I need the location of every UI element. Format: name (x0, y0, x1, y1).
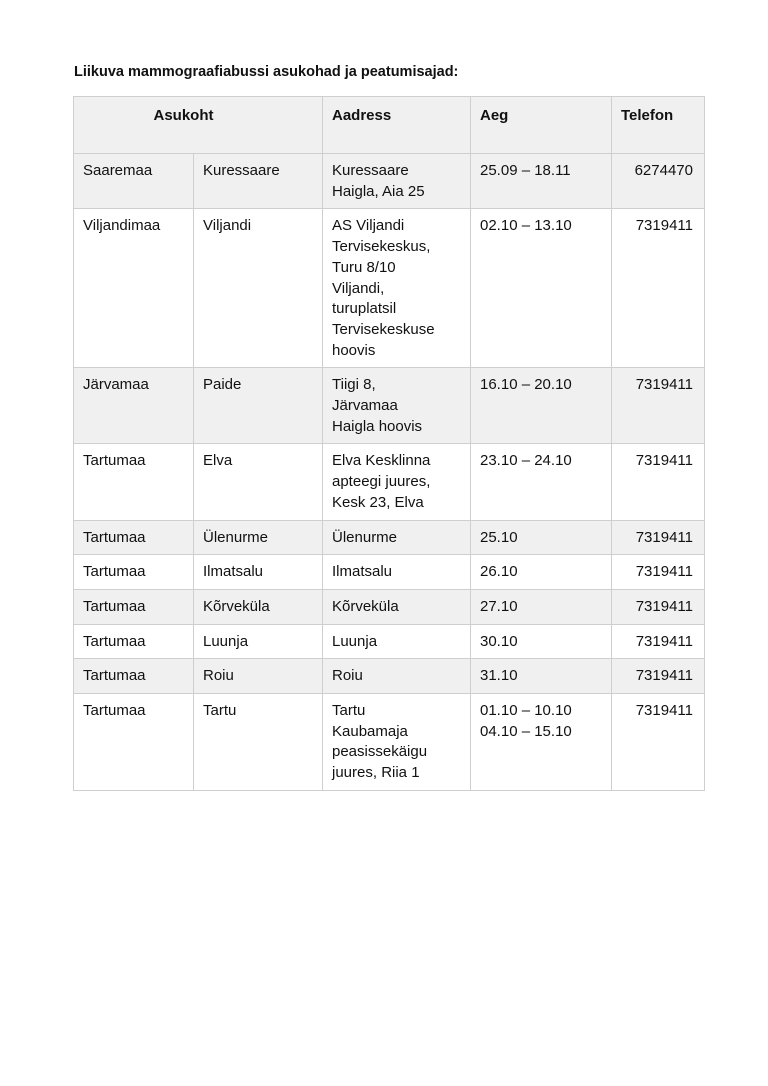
time-cell-line: 04.10 – 15.10 (480, 722, 572, 740)
address-cell (323, 624, 471, 659)
address-cell-line: Luunja (332, 632, 378, 650)
time-cell-line: 01.10 – 10.10 (480, 702, 572, 720)
time-cell-line: 30.10 (480, 632, 518, 650)
county-cell: Tartumaa (74, 694, 194, 791)
address-cell-line: Viljandi, (332, 279, 385, 297)
address-cell-line: apteegi juures, (332, 473, 431, 491)
time-cell (471, 555, 612, 590)
address-cell-line: Roiu (332, 667, 363, 685)
table-row (74, 209, 705, 368)
address-cell-line: Kaubamaja (332, 722, 408, 740)
time-cell (471, 520, 612, 555)
town-cell: Tartu (194, 694, 323, 791)
address-cell-line: Tartu (332, 702, 366, 720)
phone-cell: 6274470 (612, 154, 705, 209)
schedule-table (73, 96, 705, 791)
county-cell: Tartumaa (74, 444, 194, 520)
table-row (74, 154, 705, 209)
table-row (74, 624, 705, 659)
county-cell: Viljandimaa (74, 209, 194, 368)
document-title: Liikuva mammograafiabussi asukohad ja peatumisajad: (74, 64, 459, 80)
address-cell-line: Tervisekeskuse (332, 320, 435, 338)
address-cell-line: Haigla hoovis (332, 417, 423, 435)
address-cell-line: Kõrveküla (332, 597, 399, 615)
time-cell-line: 25.10 (480, 528, 518, 546)
address-cell-line: Ilmatsalu (332, 563, 393, 581)
county-cell: Tartumaa (74, 624, 194, 659)
town-cell: Paide (194, 368, 323, 444)
table-header-row (74, 97, 705, 154)
address-cell-line: peasissekäigu (332, 743, 428, 761)
county-cell: Tartumaa (74, 520, 194, 555)
time-cell-line: 25.09 – 18.11 (480, 162, 571, 179)
county-cell: Tartumaa (74, 555, 194, 590)
town-cell: Roiu (194, 659, 323, 694)
address-cell (323, 694, 471, 791)
town-cell: Elva (194, 444, 323, 520)
address-cell-line: Tervisekeskus, (332, 238, 431, 256)
table-row (74, 444, 705, 520)
time-cell (471, 694, 612, 791)
time-cell-line: 26.10 (480, 563, 518, 581)
table-row (74, 520, 705, 555)
address-cell-line: Elva Kesklinna (332, 452, 431, 470)
address-cell (323, 659, 471, 694)
time-cell (471, 589, 612, 624)
address-cell-line: Kesk 23, Elva (332, 493, 424, 511)
address-cell-line: Tiigi 8, (332, 376, 376, 394)
address-cell (323, 368, 471, 444)
time-cell-line: 31.10 (480, 667, 518, 685)
address-cell (323, 589, 471, 624)
town-cell: Luunja (194, 624, 323, 659)
phone-cell: 7319411 (612, 368, 705, 444)
table-row (74, 368, 705, 444)
address-cell-line: Turu 8/10 (332, 258, 396, 276)
header-aadress: Aadress (323, 97, 471, 154)
address-cell-line: Ülenurme (332, 528, 398, 546)
table-row (74, 555, 705, 590)
phone-cell: 7319411 (612, 555, 705, 590)
town-cell: Kõrveküla (194, 589, 323, 624)
address-cell-line: Kuressaare (332, 162, 409, 179)
address-cell-line: AS Viljandi (332, 217, 405, 235)
county-cell: Tartumaa (74, 659, 194, 694)
address-cell (323, 520, 471, 555)
address-cell-line: hoovis (332, 341, 376, 359)
time-cell (471, 154, 612, 209)
header-aeg: Aeg (471, 97, 612, 154)
address-cell-line: Haigla, Aia 25 (332, 182, 425, 200)
time-cell (471, 624, 612, 659)
time-cell (471, 368, 612, 444)
address-cell (323, 555, 471, 590)
phone-cell: 7319411 (612, 589, 705, 624)
county-cell: Tartumaa (74, 589, 194, 624)
time-cell (471, 444, 612, 520)
phone-cell: 7319411 (612, 624, 705, 659)
town-cell: Ülenurme (194, 520, 323, 555)
county-cell: Saaremaa (74, 154, 194, 209)
time-cell (471, 659, 612, 694)
phone-cell: 7319411 (612, 444, 705, 520)
address-cell-line: turuplatsil (332, 300, 397, 318)
table-row (74, 589, 705, 624)
county-cell: Järvamaa (74, 368, 194, 444)
header-telefon: Telefon (612, 97, 705, 154)
address-cell-line: Järvamaa (332, 397, 398, 415)
header-asukoht: Asukoht (74, 97, 323, 154)
time-cell-line: 02.10 – 13.10 (480, 217, 572, 235)
phone-cell: 7319411 (612, 209, 705, 368)
address-cell-line: juures, Riia 1 (332, 764, 420, 782)
address-cell (323, 209, 471, 368)
time-cell-line: 16.10 – 20.10 (480, 376, 572, 394)
town-cell: Kuressaare (194, 154, 323, 209)
time-cell-line: 27.10 (480, 597, 518, 615)
table-row (74, 659, 705, 694)
phone-cell: 7319411 (612, 694, 705, 791)
time-cell (471, 209, 612, 368)
phone-cell: 7319411 (612, 520, 705, 555)
address-cell (323, 154, 471, 209)
table-row (74, 694, 705, 791)
phone-cell: 7319411 (612, 659, 705, 694)
address-cell (323, 444, 471, 520)
town-cell: Ilmatsalu (194, 555, 323, 590)
time-cell-line: 23.10 – 24.10 (480, 452, 572, 470)
town-cell: Viljandi (194, 209, 323, 368)
